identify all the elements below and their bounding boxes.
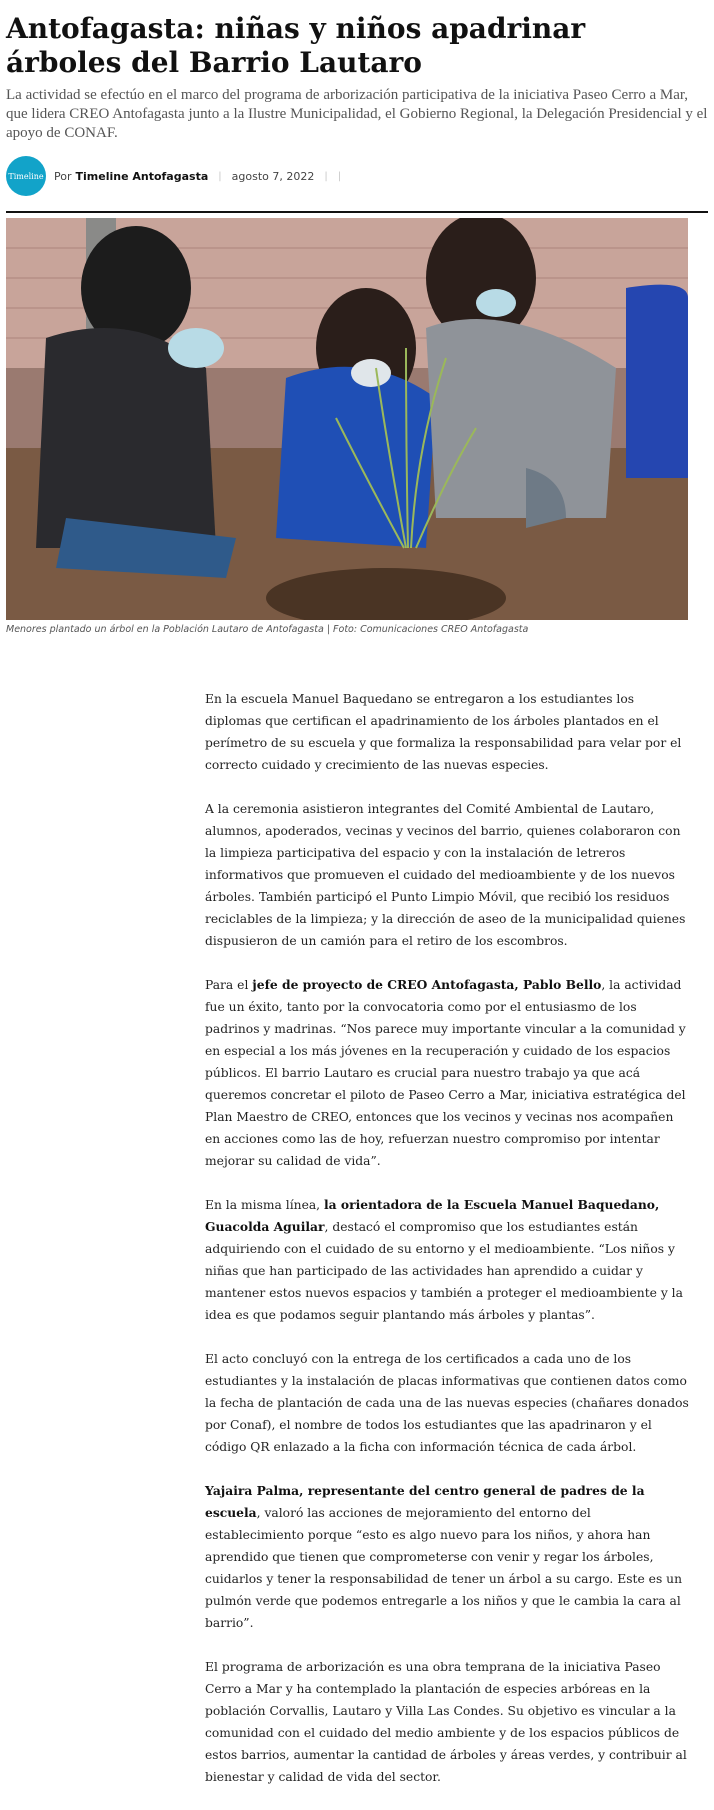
by-label: Por xyxy=(54,169,72,183)
article-header xyxy=(0,0,714,213)
photo-caption: Menores plantado un árbol en la Población Lautaro de Antofagasta | Foto: Comunicaciones CREO Antofagasta xyxy=(6,624,529,635)
article-photo xyxy=(6,218,688,620)
article-subtitle: La actividad se efectúo en el marco del programa de arborización participativa de la iniciativa Paseo Cerro a Mar, que lidera CREO Antofagasta junto a la Ilustre Municipalidad, el Gobierno Regional, la Delegación Presidencial y el apoyo de CONAF. xyxy=(6,87,708,141)
paragraph xyxy=(205,1480,689,1634)
article-body xyxy=(205,688,689,1810)
article-title: Antofagasta: niñas y niños apadrinar árboles del Barrio Lautaro xyxy=(6,12,586,79)
author-link[interactable]: Timeline Antofagasta xyxy=(75,169,209,183)
avatar-label: Timeline xyxy=(8,171,44,181)
byline xyxy=(6,155,708,197)
quoted-person: la orientadora de la Escuela Manuel Baquedano, Guacolda Aguilar xyxy=(205,1197,660,1234)
author-avatar[interactable] xyxy=(6,156,46,196)
publish-date: agosto 7, 2022 xyxy=(231,169,315,183)
paragraph-text: , destacó el compromiso que los estudiantes están adquiriendo con el cuidado de su entorno y el medioambiente. “Los niños y niñas que han participado de las actividades han aprendido a cuidar y mantener estos nuevos espacios y también a proteger el medioambiente y la idea es que podamos seguir plantando más árboles y plantas”. xyxy=(205,1220,683,1322)
separator: | xyxy=(324,170,328,182)
photo-illustration xyxy=(6,218,688,620)
separator: | xyxy=(218,170,222,182)
paragraph xyxy=(205,1194,689,1326)
paragraph xyxy=(205,974,689,1172)
header-divider xyxy=(6,211,708,213)
paragraph-text: Para el xyxy=(205,978,253,992)
paragraph: En la escuela Manuel Baquedano se entregaron a los estudiantes los diplomas que certifican el apadrinamiento de los árboles plantados en el perímetro de su escuela y que formaliza la responsabilidad para velar por el correcto cuidado y crecimiento de las nuevas especies. xyxy=(205,692,682,772)
paragraph: El programa de arborización es una obra temprana de la iniciativa Paseo Cerro a Mar y ha contemplado la plantación de especies arbóreas en la población Corvallis, Lautaro y Villa Las Condes. Su objetivo es vincular a la comunidad con el cuidado del medio ambiente y de los espacios públicos de estos barrios, aumentar la cantidad de árboles y áreas verdes, y contribuir al bienestar y calidad de vida del sector. xyxy=(205,1660,687,1784)
paragraph: El acto concluyó con la entrega de los certificados a cada uno de los estudiantes y la instalación de placas informativas que contienen datos como la fecha de plantación de cada una de las nuevas especies (chañares donados por Conaf), el nombre de todos los estudiantes que las apadrinaron y el código QR enlazado a la ficha con información técnica de cada árbol. xyxy=(205,1352,689,1454)
quoted-person: Yajaira Palma, representante del centro general de padres de la escuela xyxy=(205,1483,645,1520)
separator: | xyxy=(337,170,342,182)
paragraph: A la ceremonia asistieron integrantes del Comité Ambiental de Lautaro, alumnos, apoderados, vecinas y vecinos del barrio, quienes colaboraron con la limpieza participativa del espacio y con la instalación de letreros informativos que promueven el cuidado del medioambiente y de los nuevos árboles. También participó el Punto Limpio Móvil, que recibió los residuos reciclables de la limpieza; y la dirección de aseo de la municipalidad quienes dispusieron de un camión para el retiro de los escombros. xyxy=(205,802,686,948)
paragraph-text: , valoró las acciones de mejoramiento del entorno del establecimiento porque “esto es algo nuevo para los niños, y ahora han aprendido que tienen que comprometerse con venir y regar los árboles, cuidarlos y tener la responsabilidad de tener un árbol a su cargo. Este es un pulmón verde que podemos entregarle a los niños y que le cambia la cara al barrio”. xyxy=(205,1506,683,1630)
paragraph-text: , la actividad fue un éxito, tanto por la convocatoria como por el entusiasmo de los padrinos y madrinas. “Nos parece muy importante vincular a la comunidad y en especial a los más jóvenes en la recuperación y cuidado de los espacios públicos. El barrio Lautaro es crucial para nuestro trabajo ya que acá queremos concretar el piloto de Paseo Cerro a Mar, iniciativa estratégica del Plan Maestro de CREO, entonces que los vecinos y vecinas nos acompañen en acciones como las de hoy, refuerzan nuestro compromiso por intentar mejorar su calidad de vida”. xyxy=(205,978,686,1168)
quoted-person: jefe de proyecto de CREO Antofagasta, Pablo Bello xyxy=(252,977,602,992)
paragraph-text: En la misma línea, xyxy=(205,1198,324,1212)
